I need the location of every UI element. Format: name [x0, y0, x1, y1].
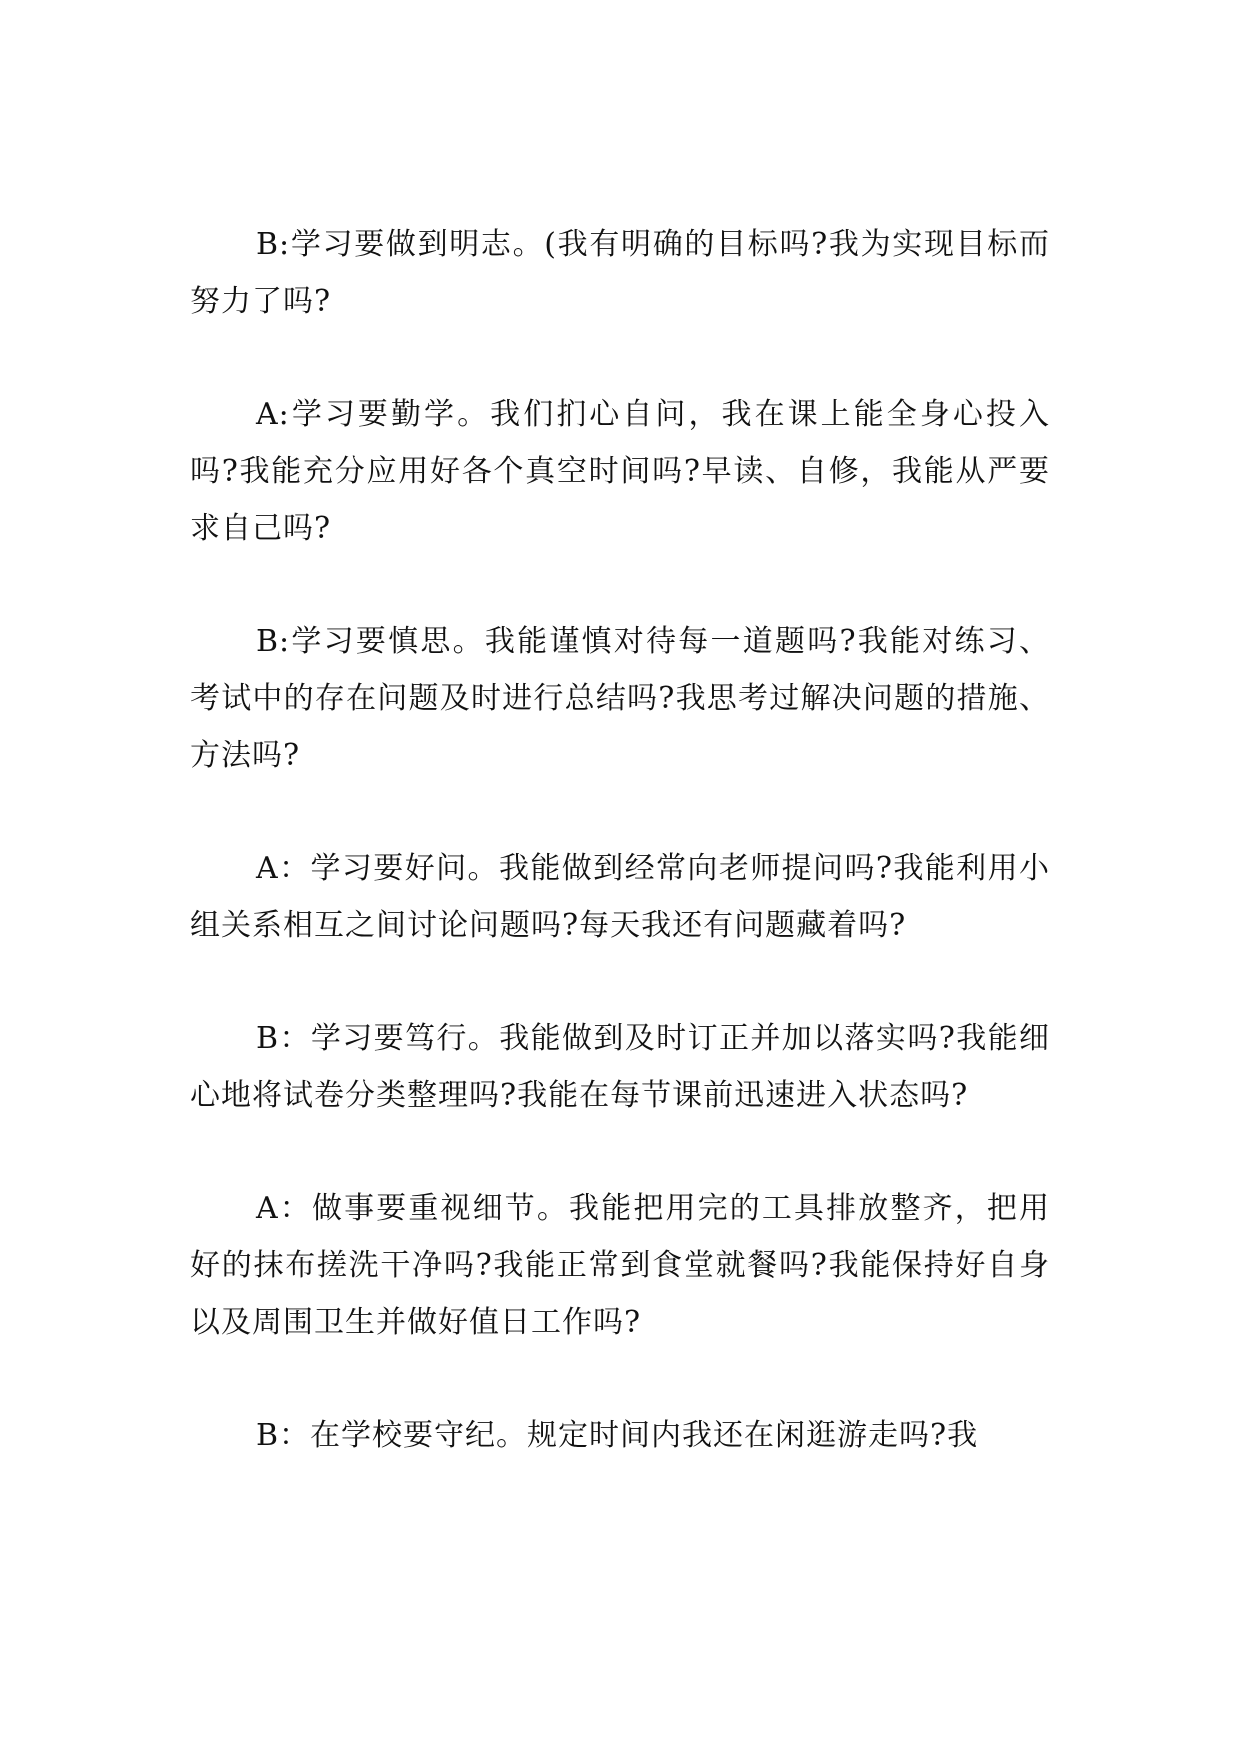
paragraph-1: B:学习要做到明志。(我有明确的目标吗?我为实现目标而努力了吗? [190, 227, 1050, 319]
paragraph-7: B：在学校要守纪。规定时间内我还在闲逛游走吗?我 [256, 1418, 979, 1453]
document-body [190, 216, 1050, 1520]
paragraph-6: A：做事要重视细节。我能把用完的工具排放整齐，把用好的抹布搓洗干净吗?我能正常到食堂就餐吗?我能保持好自身以及周围卫生并做好值日工作吗? [190, 1191, 1050, 1340]
paragraph-4: A：学习要好问。我能做到经常向老师提问吗?我能利用小组关系相互之间讨论问题吗?每天我还有问题藏着吗? [190, 851, 1050, 943]
paragraph-3: B:学习要慎思。我能谨慎对待每一道题吗?我能对练习、考试中的存在问题及时进行总结吗?我思考过解决问题的措施、方法吗? [190, 624, 1050, 773]
paragraph-5: B：学习要笃行。我能做到及时订正并加以落实吗?我能细心地将试卷分类整理吗?我能在每节课前迅速进入状态吗? [190, 1021, 1050, 1113]
paragraph-2: A:学习要勤学。我们扪心自问，我在课上能全身心投入吗?我能充分应用好各个真空时间吗?早读、自修，我能从严要求自己吗? [190, 397, 1050, 546]
